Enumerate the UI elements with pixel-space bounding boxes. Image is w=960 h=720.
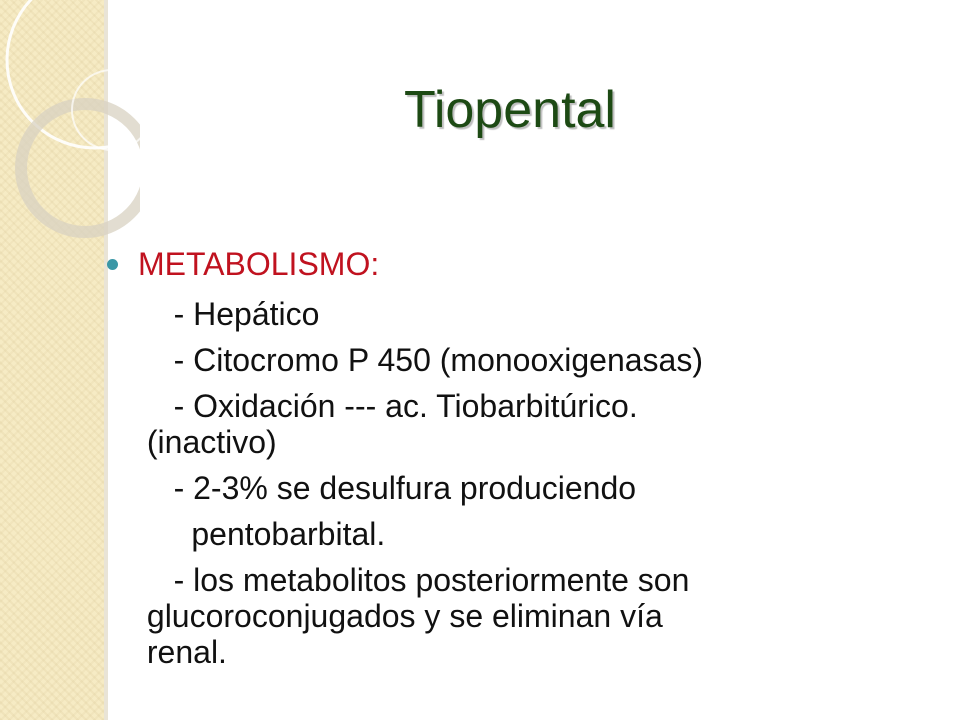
body-line: - Citocromo P 450 (monooxigenasas) [138,342,703,378]
decorative-circle-large [7,0,140,148]
body-line: glucoroconjugados y se eliminan vía [138,598,663,634]
body-line: pentobarbital. [138,516,386,552]
body-line: - 2-3% se desulfura produciendo [138,470,637,506]
body-line: (inactivo) [138,424,277,460]
bullet-dot-icon [107,259,118,270]
bullet-item [132,246,832,670]
body-line: renal. [138,634,227,670]
body-line: - los metabolitos posteriormente son [138,562,690,598]
body-line: - Oxidación --- ac. Tiobarbitúrico. [138,388,638,424]
decorative-circles [0,0,140,260]
body-line: - Hepático [138,296,320,332]
decorative-ring [21,104,140,232]
bullet-heading: METABOLISMO: [138,246,380,282]
slide-title: Tiopental [404,81,616,139]
slide-body [132,246,832,670]
